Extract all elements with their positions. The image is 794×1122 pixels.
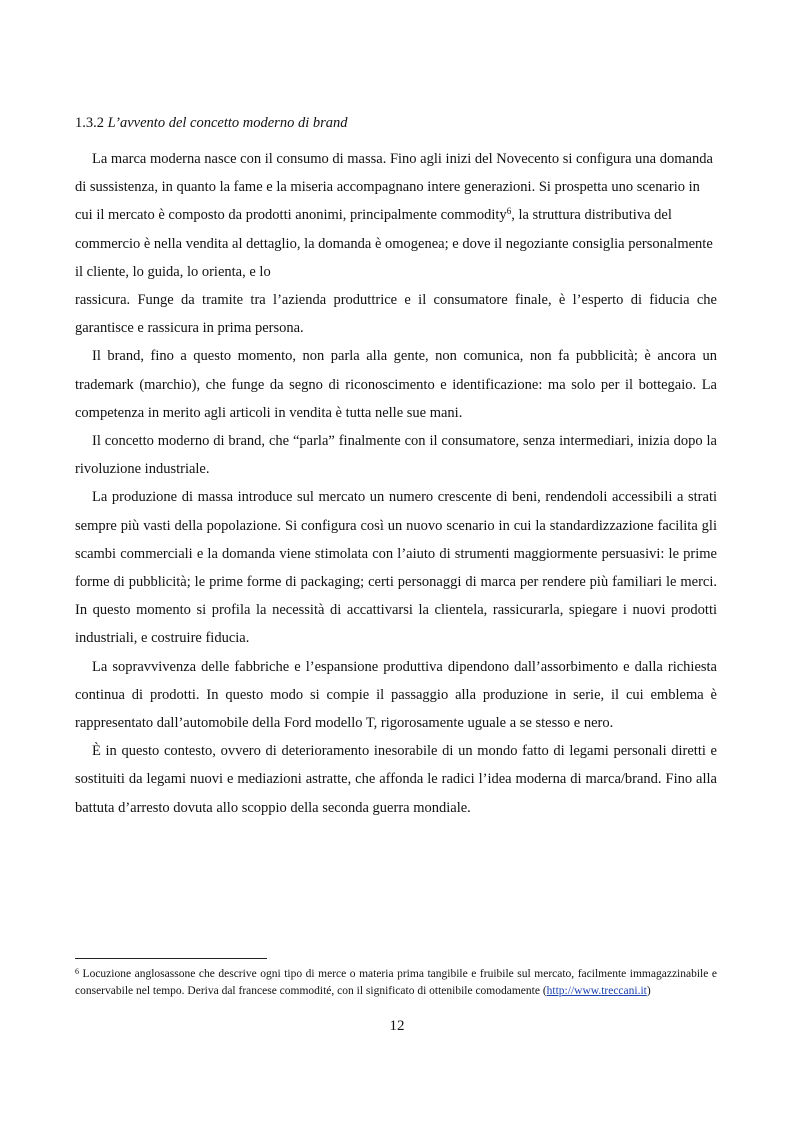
footnote-text-a: Locuzione anglosassone che descrive ogni tipo di merce o materia prima tangibile e fruibile sul mercato, facilmente immagazzinabile e conservabile nel tempo. Deriva dal francese commodité, con il significato di ottenibile comodamente ( xyxy=(75,968,717,997)
section-number: 1.3.2 xyxy=(75,115,104,131)
footnote xyxy=(75,966,717,999)
body-text xyxy=(75,145,717,822)
paragraph-1-part-a: La marca moderna nasce con il consumo di massa. Fino agli inizi del Novecento si configura una domanda di sussistenza, in quanto la fame e la miseria accompagnano intere generazioni. Si prospetta uno scenario in cui il mercato è composto da prodotti anonimi, principalmente commodity xyxy=(75,151,713,224)
paragraph-1-part-b: , la struttura distributiva del commercio è nella vendita al dettaglio, la domanda è omogenea; e dove il negoziante consiglia personalmente il cliente, lo guida, lo orienta, e lo xyxy=(75,207,713,280)
footnote-separator xyxy=(75,958,267,959)
footnote-text-b: ) xyxy=(646,984,651,997)
footnote-link[interactable]: http://www.treccani.it xyxy=(546,984,647,997)
section-title: L’avvento del concetto moderno di brand xyxy=(107,115,348,131)
footnote-reference: 6 xyxy=(506,206,512,217)
section-heading xyxy=(75,113,348,133)
footnote-mark: 6 xyxy=(75,967,79,976)
paragraph-5: La sopravvivenza delle fabbriche e l’espansione produttiva dipendono dall’assorbimento e dalla richiesta continua di prodotti. In questo modo si compie il passaggio alla produzione in serie, il cui emblema è rappresentato dall’automobile della Ford modello T, rigorosamente uguale a se stesso e nero. xyxy=(75,658,717,732)
paragraph-3: Il concetto moderno di brand, che “parla” finalmente con il consumatore, senza intermediari, inizia dopo la rivoluzione industriale. xyxy=(75,433,717,478)
page-number: 12 xyxy=(389,1018,405,1034)
paragraph-4: La produzione di massa introduce sul mercato un numero crescente di beni, rendendoli accessibili a strati sempre più vasti della popolazione. Si configura così un nuovo scenario in cui la standardizzazione facilita gli scambi commerciali e la domanda viene stimolata con l’aiuto di strumenti maggiormente persuasivi: le prime forme di pubblicità; le prime forme di packaging; certi personaggi di marca per rendere più familiari le merci. In questo momento si profila la necessità di accattivarsi la clientela, rassicurarla, spiegare i nuovi prodotti industriali, e costruire fiducia. xyxy=(75,489,717,647)
paragraph-6: È in questo contesto, ovvero di deterioramento inesorabile di un mondo fatto di legami personali diretti e sostituiti da legami nuovi e mediazioni astratte, che affonda le radici l’idea moderna di marca/brand. Fino alla battuta d’arresto dovuta allo scoppio della seconda guerra mondiale. xyxy=(75,743,717,816)
paragraph-1 xyxy=(75,145,717,286)
paragraph-1-continued: rassicura. Funge da tramite tra l’azienda produttrice e il consumatore finale, è l’esperto di fiducia che garantisce e rassicura in prima persona. xyxy=(75,292,717,337)
paragraph-2: Il brand, fino a questo momento, non parla alla gente, non comunica, non fa pubblicità; è ancora un trademark (marchio), che funge da segno di riconoscimento e identificazione: ma solo per il bottegaio. La competenza in merito agli articoli in vendita è tutta nelle sue mani. xyxy=(75,348,717,421)
